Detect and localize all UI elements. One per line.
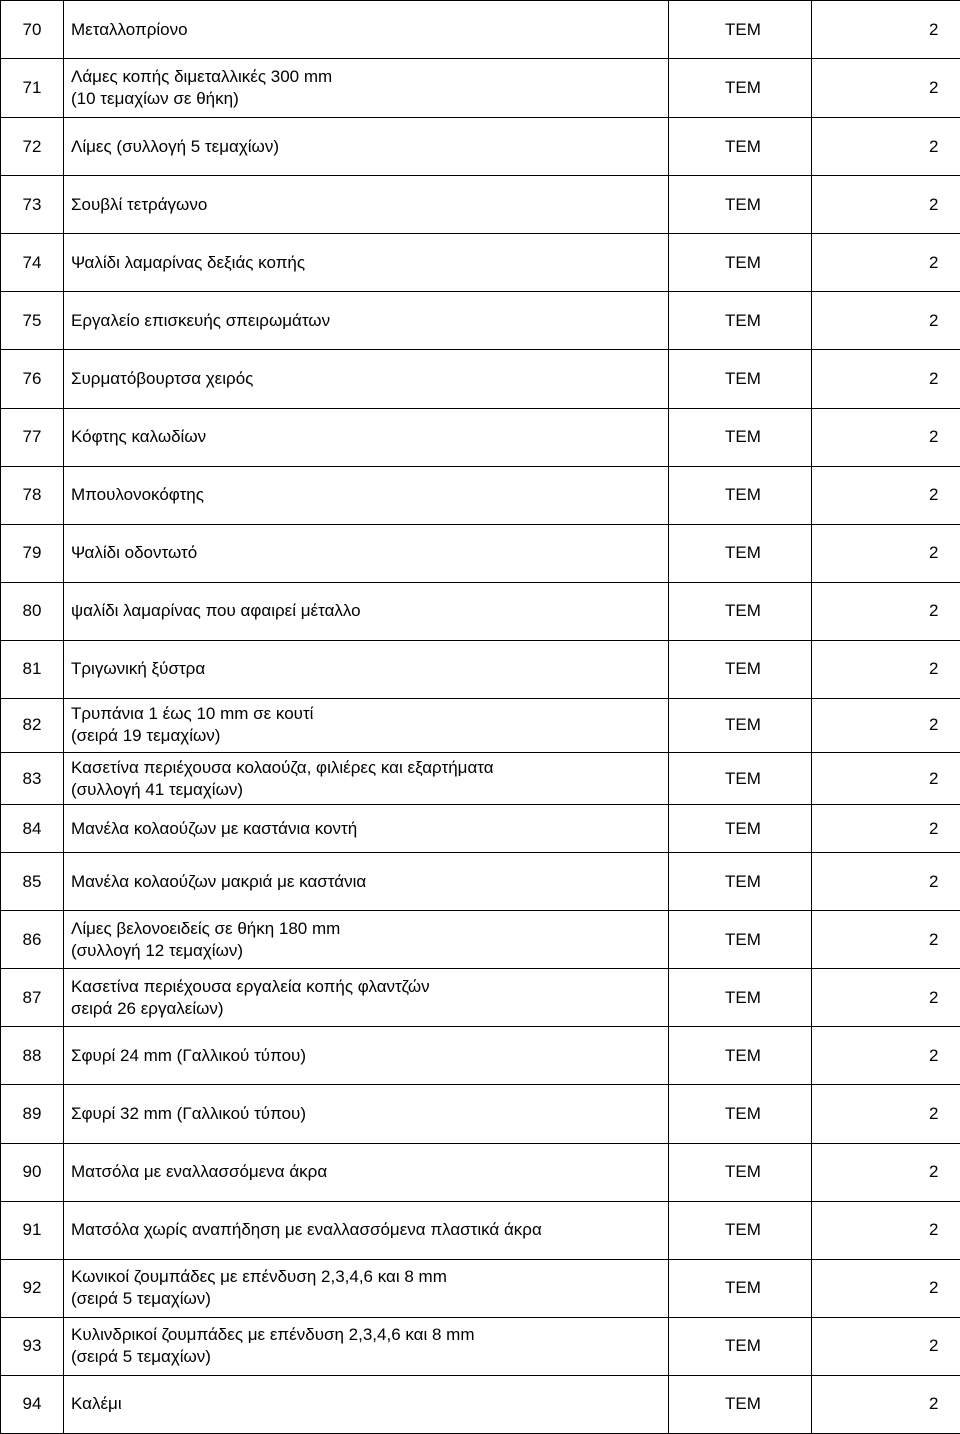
item-unit: ΤΕΜ — [669, 853, 812, 911]
item-description-line: Ματσόλα χωρίς αναπήδηση με εναλλασσόμενα πλαστικά άκρα — [71, 1220, 542, 1240]
item-description-line: Λίμες βελονοειδείς σε θήκη 180 mm — [71, 918, 341, 938]
item-quantity: 2 — [812, 582, 960, 640]
item-number: 91 — [1, 1201, 64, 1259]
item-description — [64, 969, 669, 1027]
item-description-line: Κόφτης καλωδίων — [71, 427, 207, 447]
item-number: 85 — [1, 853, 64, 911]
item-quantity: 2 — [812, 408, 960, 466]
item-number: 70 — [1, 1, 64, 59]
item-unit: ΤΕΜ — [669, 1259, 812, 1317]
item-unit: ΤΕΜ — [669, 524, 812, 582]
item-quantity: 2 — [812, 1027, 960, 1085]
item-unit: ΤΕΜ — [669, 698, 812, 752]
item-quantity: 2 — [812, 1201, 960, 1259]
item-quantity: 2 — [812, 524, 960, 582]
item-description — [64, 1085, 669, 1143]
item-number: 78 — [1, 466, 64, 524]
item-description — [64, 408, 669, 466]
table-row — [1, 59, 960, 118]
item-description — [64, 524, 669, 582]
item-description-line: Μανέλα κολαούζων μακριά με καστάνια — [71, 871, 367, 891]
item-description-line: Κωνικοί ζουμπάδες με επένδυση 2,3,4,6 και 8 mm — [71, 1267, 447, 1287]
item-description — [64, 911, 669, 969]
table-row — [1, 805, 960, 853]
item-description-line: Καλέμι — [71, 1394, 122, 1414]
item-quantity: 2 — [812, 698, 960, 752]
item-unit: ΤΕΜ — [669, 1317, 812, 1375]
item-quantity: 2 — [812, 1259, 960, 1317]
item-number: 83 — [1, 753, 64, 805]
table-row — [1, 292, 960, 350]
item-number: 81 — [1, 640, 64, 698]
item-quantity: 2 — [812, 234, 960, 292]
item-number: 92 — [1, 1259, 64, 1317]
item-number: 79 — [1, 524, 64, 582]
item-description — [64, 753, 669, 805]
item-description-line: Τρυπάνια 1 έως 10 mm σε κουτί — [71, 704, 314, 724]
item-unit: ΤΕΜ — [669, 753, 812, 805]
item-unit: ΤΕΜ — [669, 1375, 812, 1433]
item-description — [64, 118, 669, 176]
item-number: 90 — [1, 1143, 64, 1201]
item-unit: ΤΕΜ — [669, 59, 812, 118]
item-description — [64, 1, 669, 59]
item-unit: ΤΕΜ — [669, 1027, 812, 1085]
item-number: 77 — [1, 408, 64, 466]
item-unit: ΤΕΜ — [669, 234, 812, 292]
item-description — [64, 1375, 669, 1433]
table-row — [1, 1375, 960, 1433]
item-unit: ΤΕΜ — [669, 640, 812, 698]
item-description-line: Ψαλίδι λαμαρίνας δεξιάς κοπής — [71, 252, 306, 272]
item-description — [64, 853, 669, 911]
table-row — [1, 1201, 960, 1259]
item-quantity: 2 — [812, 969, 960, 1027]
item-description-line: Μπουλονοκόφτης — [71, 485, 204, 505]
item-unit: ΤΕΜ — [669, 466, 812, 524]
item-number: 87 — [1, 969, 64, 1027]
item-description-line: Λάμες κοπής διμεταλλικές 300 mm — [71, 67, 333, 87]
item-number: 86 — [1, 911, 64, 969]
item-quantity: 2 — [812, 466, 960, 524]
item-description — [64, 582, 669, 640]
item-description-line: Μανέλα κολαούζων με καστάνια κοντή — [71, 818, 358, 838]
table-row — [1, 1143, 960, 1201]
table-row — [1, 969, 960, 1027]
table-row — [1, 1027, 960, 1085]
item-description — [64, 1027, 669, 1085]
table-row — [1, 118, 960, 176]
item-description — [64, 176, 669, 234]
item-quantity: 2 — [812, 350, 960, 408]
table-row — [1, 466, 960, 524]
table-row — [1, 1317, 960, 1375]
item-quantity: 2 — [812, 911, 960, 969]
item-description — [64, 234, 669, 292]
table-row — [1, 524, 960, 582]
item-description-line: σειρά 26 εργαλείων) — [71, 998, 224, 1018]
item-description-line: Λίμες (συλλογή 5 τεμαχίων) — [71, 136, 279, 156]
table-row — [1, 234, 960, 292]
item-unit: ΤΕΜ — [669, 292, 812, 350]
item-quantity: 2 — [812, 805, 960, 853]
item-unit: ΤΕΜ — [669, 805, 812, 853]
table-row — [1, 698, 960, 752]
item-quantity: 2 — [812, 753, 960, 805]
item-description-line: Μεταλλοπρίονο — [71, 19, 188, 39]
item-description-line: (σειρά 5 τεμαχίων) — [71, 1347, 211, 1367]
item-description — [64, 805, 669, 853]
item-unit: ΤΕΜ — [669, 118, 812, 176]
item-description — [64, 466, 669, 524]
table-row — [1, 640, 960, 698]
table-row — [1, 350, 960, 408]
item-unit: ΤΕΜ — [669, 1143, 812, 1201]
item-unit: ΤΕΜ — [669, 176, 812, 234]
table-row — [1, 911, 960, 969]
item-description-line: Συρματόβουρτσα χειρός — [71, 369, 254, 388]
item-unit: ΤΕΜ — [669, 350, 812, 408]
item-unit: ΤΕΜ — [669, 1085, 812, 1143]
item-unit: ΤΕΜ — [669, 582, 812, 640]
item-unit: ΤΕΜ — [669, 1201, 812, 1259]
item-unit: ΤΕΜ — [669, 969, 812, 1027]
item-number: 75 — [1, 292, 64, 350]
item-quantity: 2 — [812, 292, 960, 350]
item-number: 84 — [1, 805, 64, 853]
item-quantity: 2 — [812, 853, 960, 911]
item-number: 93 — [1, 1317, 64, 1375]
item-description-line: Ψαλίδι οδοντωτό — [71, 543, 198, 563]
item-number: 88 — [1, 1027, 64, 1085]
item-quantity: 2 — [812, 1143, 960, 1201]
item-description-line: Σουβλί τετράγωνο — [71, 194, 208, 214]
item-quantity: 2 — [812, 118, 960, 176]
item-unit: ΤΕΜ — [669, 911, 812, 969]
item-description-line: ψαλίδι λαμαρίνας που αφαιρεί μέταλλο — [71, 601, 361, 621]
item-description — [64, 59, 669, 118]
item-quantity: 2 — [812, 1317, 960, 1375]
item-description — [64, 1143, 669, 1201]
table-row — [1, 853, 960, 911]
item-number: 80 — [1, 582, 64, 640]
table-row — [1, 408, 960, 466]
item-description-line: (10 τεμαχίων σε θήκη) — [71, 89, 239, 109]
item-description — [64, 640, 669, 698]
item-description-line: Εργαλείο επισκευής σπειρωμάτων — [71, 310, 331, 330]
item-number: 71 — [1, 59, 64, 118]
item-quantity: 2 — [812, 1085, 960, 1143]
item-number: 89 — [1, 1085, 64, 1143]
item-number: 82 — [1, 698, 64, 752]
table-row — [1, 1259, 960, 1317]
item-quantity: 2 — [812, 1375, 960, 1433]
item-number: 73 — [1, 176, 64, 234]
items-table-body — [1, 1, 960, 1434]
item-description-line: (συλλογή 12 τεμαχίων) — [71, 940, 244, 960]
item-number: 94 — [1, 1375, 64, 1433]
item-description-line: Ματσόλα με εναλλασσόμενα άκρα — [71, 1162, 328, 1182]
item-unit: ΤΕΜ — [669, 408, 812, 466]
item-description-line: (συλλογή 41 τεμαχίων) — [71, 779, 244, 799]
item-description — [64, 1259, 669, 1317]
item-description-line: (σειρά 5 τεμαχίων) — [71, 1289, 211, 1309]
item-description-line: Κυλινδρικοί ζουμπάδες με επένδυση 2,3,4,6 και 8 mm — [71, 1325, 475, 1345]
item-description-line: Σφυρί 24 mm (Γαλλικού τύπου) — [71, 1045, 306, 1065]
item-description — [64, 698, 669, 752]
item-quantity: 2 — [812, 176, 960, 234]
table-row — [1, 1, 960, 59]
item-quantity: 2 — [812, 1, 960, 59]
item-description — [64, 1317, 669, 1375]
item-description-line: Τριγωνική ξύστρα — [71, 659, 206, 679]
table-row — [1, 1085, 960, 1143]
item-description — [64, 292, 669, 350]
item-number: 76 — [1, 350, 64, 408]
item-description-line: Σφυρί 32 mm (Γαλλικού τύπου) — [71, 1103, 306, 1123]
table-row — [1, 753, 960, 805]
item-description-line: Κασετίνα περιέχουσα κολαούζα, φιλιέρες και εξαρτήματα — [71, 757, 494, 777]
item-unit: ΤΕΜ — [669, 1, 812, 59]
item-quantity: 2 — [812, 59, 960, 118]
item-description — [64, 350, 669, 408]
table-row — [1, 176, 960, 234]
table-row — [1, 582, 960, 640]
item-number: 72 — [1, 118, 64, 176]
item-description-line: (σειρά 19 τεμαχίων) — [71, 726, 221, 746]
item-quantity: 2 — [812, 640, 960, 698]
item-description-line: Κασετίνα περιέχουσα εργαλεία κοπής φλαντζών — [71, 976, 430, 996]
item-description — [64, 1201, 669, 1259]
item-number: 74 — [1, 234, 64, 292]
